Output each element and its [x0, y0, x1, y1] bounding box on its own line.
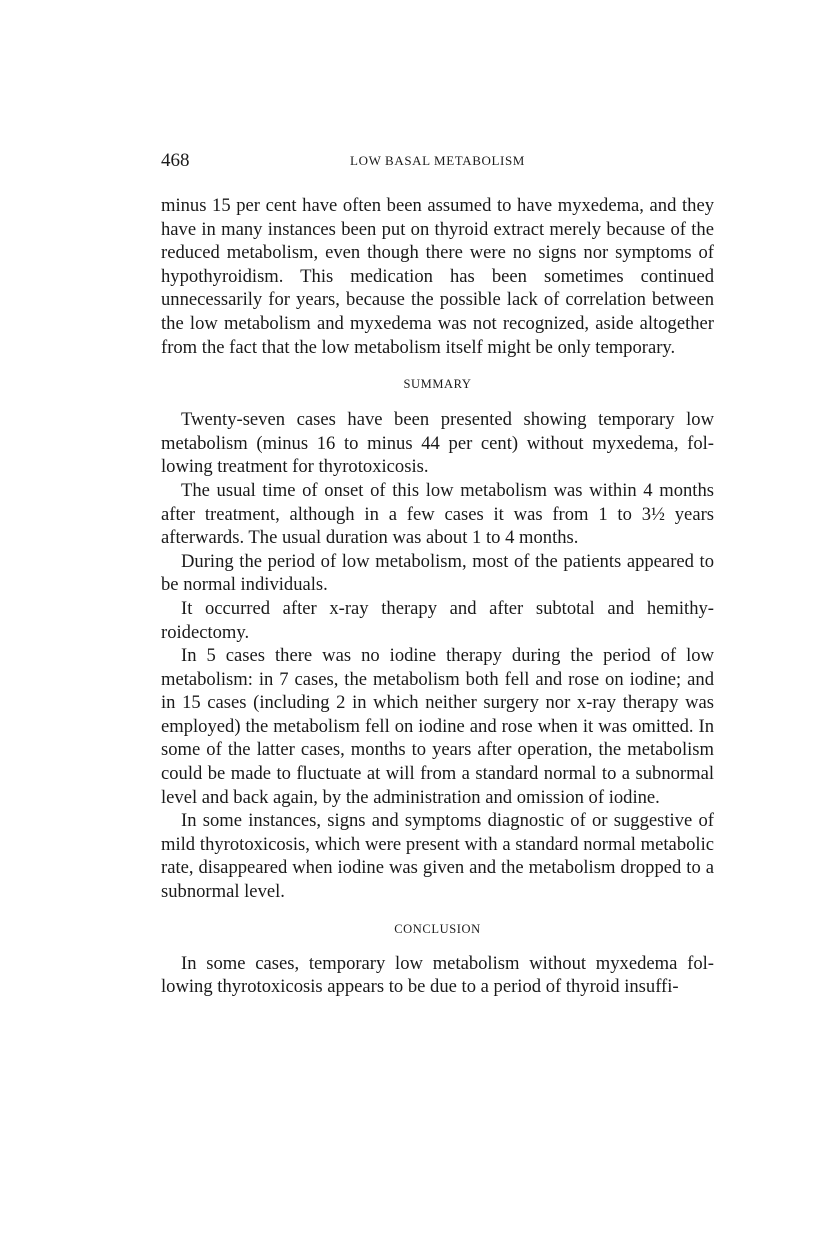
summary-paragraph: Twenty-seven cases have been presented showing temporary low metabolism (minus 16 to minus 44 per cent) without myxedema, following treatment for thyrotoxicosis.: [161, 409, 714, 478]
summary-paragraph: It occurred after x-ray therapy and after subtotal and hemithyroidectomy.: [161, 597, 714, 643]
book-page: [161, 150, 714, 999]
conclusion-heading: CONCLUSION: [394, 921, 481, 936]
running-head: [161, 150, 714, 172]
summary-paragraph: In some instances, signs and symptoms diagnostic of or suggestive of mild thyrotoxicosis, which were present with a standard normal metabolic rate, disappeared when iodine was given and the metabolism dropped to a subnormal level.: [161, 810, 714, 903]
page-number: 468: [161, 150, 190, 171]
opening-paragraph: minus 15 per cent have often been assumed to have myxedema, and they have in many instances been put on thyroid extract merely because of the reduced metabolism, even though there were no signs nor symptoms of hypothyroidism. This medication has been sometimes continued unnecessarily for years, because the possible lack of correlation between the low metabolism and myxedema was not recognized, aside altogether from the fact that the low metabolism itself might be only temporary.: [161, 195, 714, 358]
summary-paragraph: In 5 cases there was no iodine therapy during the period of low metabolism: in 7 cases, the metabolism both fell and rose on iodine; and in 15 cases (including 2 in which neither surgery nor x-ray therapy was employed) the metabolism fell on iodine and rose when it was omitted. In some of the latter cases, months to years after operation, the metabolism could be made to fluctuate at will from a standard normal to a subnormal level and back again, by the administration and omission of iodine.: [161, 645, 714, 808]
conclusion-paragraph: In some cases, temporary low metabolism without myxedema following thyrotoxicosis appears to be due to a period of thyroid insuffi-: [161, 952, 714, 998]
running-title: LOW BASAL METABOLISM: [350, 153, 525, 168]
summary-heading: SUMMARY: [403, 377, 472, 392]
summary-paragraph: The usual time of onset of this low metabolism was within 4 months after treatment, although in a few cases it was from 1 to 3½ years afterwards. The usual duration was about 1 to 4 months.: [161, 479, 714, 549]
summary-paragraph: During the period of low metabolism, most of the patients appeared to be normal individuals.: [161, 550, 714, 596]
